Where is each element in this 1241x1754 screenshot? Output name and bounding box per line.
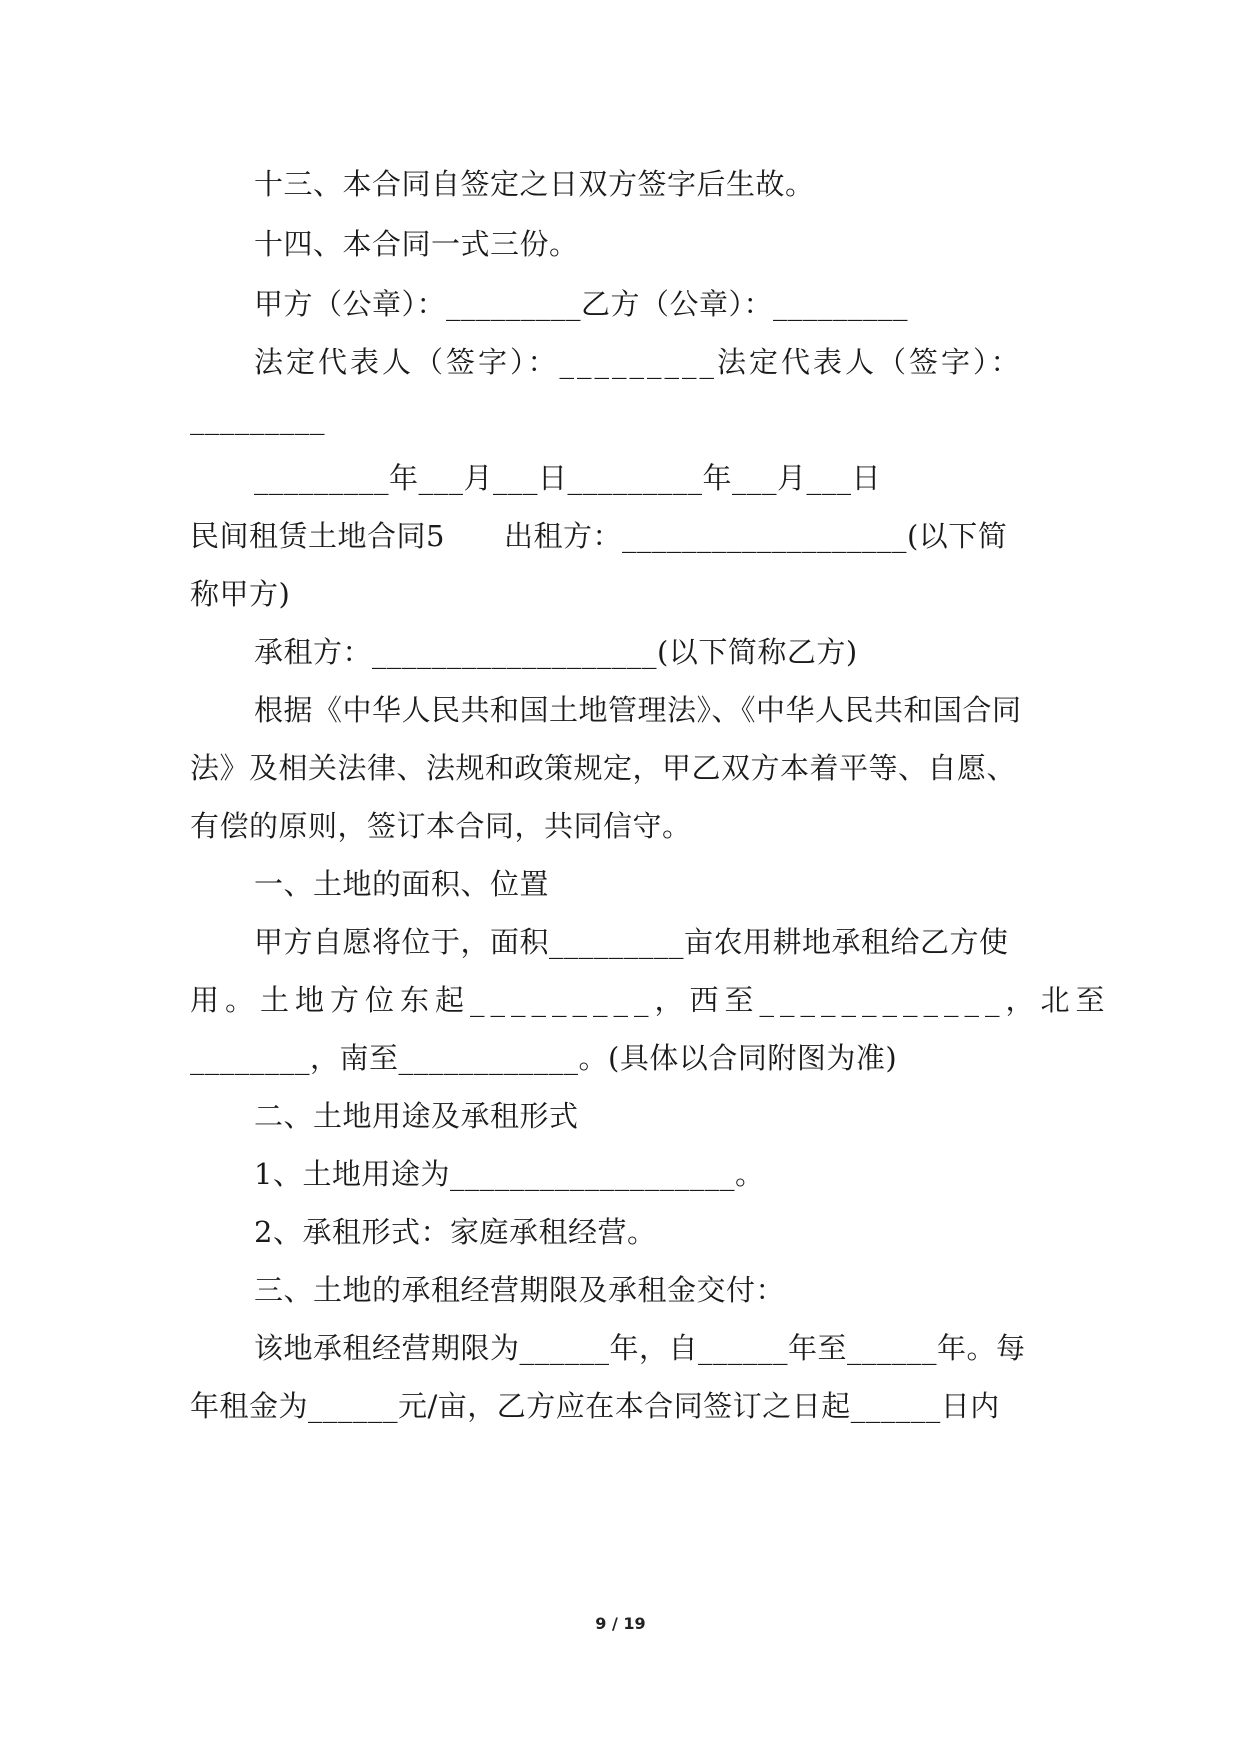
- basis-paragraph-2: 法》及相关法律、法规和政策规定，甲乙双方本着平等、自愿、: [190, 751, 1017, 785]
- contract-title-line-cont: 称甲方): [190, 577, 291, 611]
- section-2-heading: 二、土地用途及承租形式: [254, 1099, 579, 1133]
- lessee-line: 承租方：___________________(以下简称乙方): [254, 635, 858, 669]
- clause-14: 十四、本合同一式三份。: [254, 227, 579, 261]
- section-2-item-1: 1、土地用途为___________________。: [254, 1157, 765, 1191]
- section-2-item-2: 2、承租形式：家庭承租经营。: [254, 1215, 657, 1249]
- basis-paragraph-3: 有偿的原则，签订本合同，共同信守。: [190, 809, 692, 843]
- party-seal-line: 甲方（公章）：_________乙方（公章）：_________: [254, 287, 909, 321]
- basis-paragraph-1: 根据《中华人民共和国土地管理法》、《中华人民共和国合同: [254, 693, 1022, 727]
- section-3-heading: 三、土地的承租经营期限及承租金交付：: [254, 1273, 786, 1307]
- section-1-text-1: 甲方自愿将位于，面积_________亩农用耕地承租给乙方使: [254, 925, 1009, 959]
- clause-13: 十三、本合同自签定之日双方签字后生故。: [254, 167, 815, 201]
- legal-rep-line-cont: _________: [190, 401, 325, 435]
- contract-title-line: 民间租赁土地合同5 出租方：___________________(以下简: [190, 519, 1008, 553]
- section-1-text-3: ________，南至____________。(具体以合同附图为准): [190, 1041, 898, 1075]
- date-line: _________年___月___日_________年___月___日: [254, 461, 882, 495]
- section-3-text-1: 该地承租经营期限为______年，自______年至______年。每: [254, 1331, 1026, 1365]
- section-1-text-2: 用。土地方位东起_________，西至____________，北至: [190, 983, 1111, 1017]
- section-1-heading: 一、土地的面积、位置: [254, 867, 550, 901]
- section-3-text-2: 年租金为______元/亩，乙方应在本合同签订之日起______日内: [190, 1389, 1000, 1423]
- legal-rep-line: 法定代表人（签字）：_________法定代表人（签字）：: [254, 345, 1023, 379]
- page-number: 9 / 19: [595, 1614, 646, 1633]
